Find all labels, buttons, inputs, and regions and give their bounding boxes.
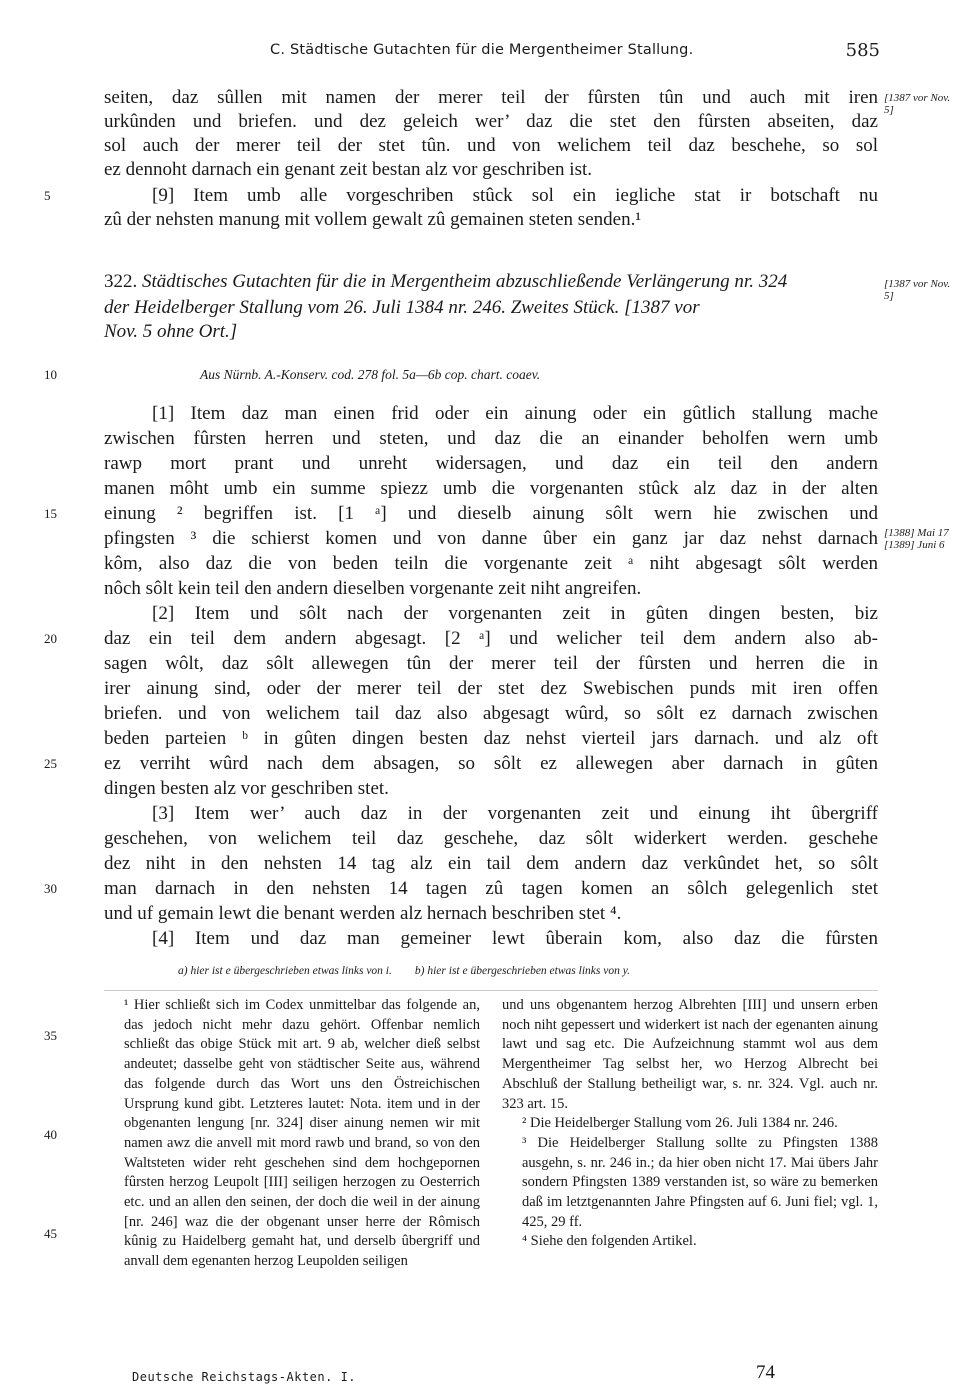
text-line: pfingsten ³ die schierst komen und von danne ûber ein ganz jar daz nehst darnach xyxy=(104,528,878,549)
footnote: ³ Die Heidelberger Stallung sollte zu Pfingsten 1388 ausgehn, s. nr. 246 in.; da hier oben nicht 17. Mai übers Jahr sondern Pfingsten 1389 verstanden ist, so wäre zu bemerken daß im letztgenannten Jahre Pfingsten auf 6. Juni fiel; vgl. 1, 425, 29 ff. xyxy=(522,1134,878,1230)
text-line: zû der nehsten manung mit vollem gewalt zû gemainen steten senden.¹ xyxy=(104,209,642,230)
text-line: irer ainung sind, oder der merer teil der stet dez Swebischen punds mit iren offen xyxy=(104,678,878,699)
source-citation: Aus Nürnb. A.-Konserv. cod. 278 fol. 5a—6b cop. chart. coaev. xyxy=(200,367,541,382)
text-line: dingen besten alz vor geschriben stet. xyxy=(104,778,389,799)
footnote: und uns obgenantem herzog Albrehten [III] und unsern erben noch niht gepessert und widerkert ist nach der egenanten ainung lawt und sag etc. Die Aufzeichnung stammt wol aus dem Mergentheimer Tag selbst her, wo Herzog Albrecht bei Abschluß der Stallung betheiligt war, s. nr. 324. Vgl. auch nr. 323 art. 15. xyxy=(502,997,878,1112)
text-line: nôch sôlt kein teil den andern dieselben vorgenante zeit niht angreifen. xyxy=(104,578,642,599)
text-line: man darnach in den nehsten 14 tagen zû tagen komen an sôlch gelegenlich stet xyxy=(104,878,878,899)
variant-notes xyxy=(178,965,798,977)
footnote: ¹ Hier schließt sich im Codex unmittelbar das folgende an, das jedoch nicht mehr dazu gehört. Offenbar nemlich schließt das obige Stück mit art. 9 ab, welcher dieß selbst andeutet; dasselbe geht von städtischer Seite aus, während das folgende durch das Wort uns den Östreichischen Ursprung kund gibt. Letzteres lautet: Nota. item und in der obgenanten lengung [nr. 324] diser ainung nemen wir mit namen awz die anvell mit mord rawb und brand, so von den Waltsteten wider reht geschehen sind dem hochgepornen fûrsten herzog Leupolt [III] seiligen herzogen zu Oesterrich etc. und an allen den seinen, der doch die weil in der ainung [nr. 246] waz die der obgenant unser herre der Rômisch kûnig zu Haidelberg gemaht hat, und derselb ûbergriff und anvall dem egenanten herzog Leupolden seiligen xyxy=(124,997,480,1270)
text-line: dez niht in den nehsten 14 tag alz ein tail dem andern daz verkûndet het, so sôlt xyxy=(104,853,878,874)
text-line: geschehen, von welichem teil daz geschehe, daz sôlt widerkert werden. geschehe xyxy=(104,828,878,849)
footnote: ² Die Heidelberger Stallung vom 26. Juli 1384 nr. 246. xyxy=(522,1115,838,1132)
page-number: 585 xyxy=(845,40,880,61)
variant-note-b: b) hier ist e übergeschrieben etwas links von y. xyxy=(414,965,631,977)
text-line: sol auch der merer teil der stet tûn. und von welichem teil daz beschehe, so sol xyxy=(104,135,878,156)
footnotes-right-column xyxy=(502,996,878,1252)
footnote-divider xyxy=(104,990,878,991)
line-number: 15 xyxy=(44,506,57,521)
document-title-text: Städtisches Gutachten für die in Mergentheim abzuschließende Verlängerung nr. 324 xyxy=(142,271,788,292)
line-number: 35 xyxy=(44,1028,57,1043)
running-title: C. Städtische Gutachten für die Mergentheimer Stallung. xyxy=(270,42,694,58)
footer-series-title: Deutsche Reichstags-Akten. I. xyxy=(132,1370,357,1384)
text-line: beden parteien ᵇ in gûten dingen besten daz nehst vierteil jars darnach. und alz oft xyxy=(104,728,878,749)
text-line: rawp mort prant und unreht widersagen, und daz ein teil den andern xyxy=(104,453,878,474)
document-number: 322. xyxy=(104,271,138,292)
text-line: [1] Item daz man einen frid oder ein ainung oder ein gûtlich stallung mache xyxy=(152,403,878,424)
line-number: 40 xyxy=(44,1127,57,1142)
text-line: [3] Item wer’ auch daz in der vorgenanten zeit und einung iht ûbergriff xyxy=(152,803,878,824)
margin-date-note: [1387 vor Nov. 5] xyxy=(884,92,951,116)
text-line: [2] Item und sôlt nach der vorgenanten zeit in gûten dingen besten, biz xyxy=(152,603,878,624)
margin-date-note: [1388] Mai 17 [1389] Juni 6 xyxy=(884,527,949,551)
document-title-line: der Heidelberger Stallung vom 26. Juli 1384 nr. 246. Zweites Stück. [1387 vor xyxy=(104,297,700,318)
text-line: und uf gemain lewt die benant werden alz hernach beschriben stet ⁴. xyxy=(104,903,622,924)
text-line: zwischen fûrsten herren und steten, und daz die an einander beholfen wern umb xyxy=(104,428,878,449)
line-number: 25 xyxy=(44,756,57,771)
text-line: briefen. und von welichem tail daz also abgesagt wûrd, so sôlt ez darnach zwischen xyxy=(104,703,878,724)
text-line: seiten, daz sûllen mit namen der merer teil der fûrsten tûn und auch mit iren xyxy=(104,87,878,108)
footer-sheet-number: 74 xyxy=(756,1362,775,1383)
text-line: [4] Item und daz man gemeiner lewt ûberain kom, also daz die fûrsten xyxy=(152,928,878,949)
text-line: manen môht umb ein summe spiezz umb die vorgenanten stûck alz daz in der alten xyxy=(104,478,878,499)
text-line: urkûnden und briefen. und dez geleich wer’ daz die stet den fûrsten abseiten, daz xyxy=(104,111,878,132)
line-number: 5 xyxy=(44,188,51,203)
running-header xyxy=(270,40,880,66)
text-line: einung ² begriffen ist. [1 ᵃ] und dieselb ainung sôlt wern hie zwischen und xyxy=(104,503,878,524)
text-line: kôm, also daz die von beden teiln die vorgenante zeit ᵃ niht abgesagt sôlt werden xyxy=(104,553,878,574)
margin-date-note: [1387 vor Nov. 5] xyxy=(884,278,951,302)
line-number: 45 xyxy=(44,1226,57,1241)
document-title-line xyxy=(104,270,878,294)
line-number: 10 xyxy=(44,367,57,382)
text-line: daz ein teil dem andern abgesagt. [2 ᵃ] und welicher teil dem andern also ab- xyxy=(104,628,878,649)
footnote: ⁴ Siehe den folgenden Artikel. xyxy=(522,1233,697,1250)
text-line: sagen wôlt, daz sôlt allewegen tûn der merer teil der fûrsten und herren die in xyxy=(104,653,878,674)
text-line: ez dennoht darnach ein genant zeit bestan alz vor geschriben ist. xyxy=(104,159,592,180)
variant-note-a: a) hier ist e übergeschrieben etwas links von i. xyxy=(178,965,392,977)
line-number: 30 xyxy=(44,881,57,896)
document-title-line: Nov. 5 ohne Ort.] xyxy=(104,321,238,342)
line-number: 20 xyxy=(44,631,57,646)
text-line: [9] Item umb alle vorgeschriben stûck sol ein iegliche stat ir botschaft nu xyxy=(152,185,878,206)
text-line: ez verriht wûrd nach dem absagen, so sôlt ez allewegen aber darnach in gûten xyxy=(104,753,878,774)
footnotes-left-column xyxy=(104,996,480,1272)
